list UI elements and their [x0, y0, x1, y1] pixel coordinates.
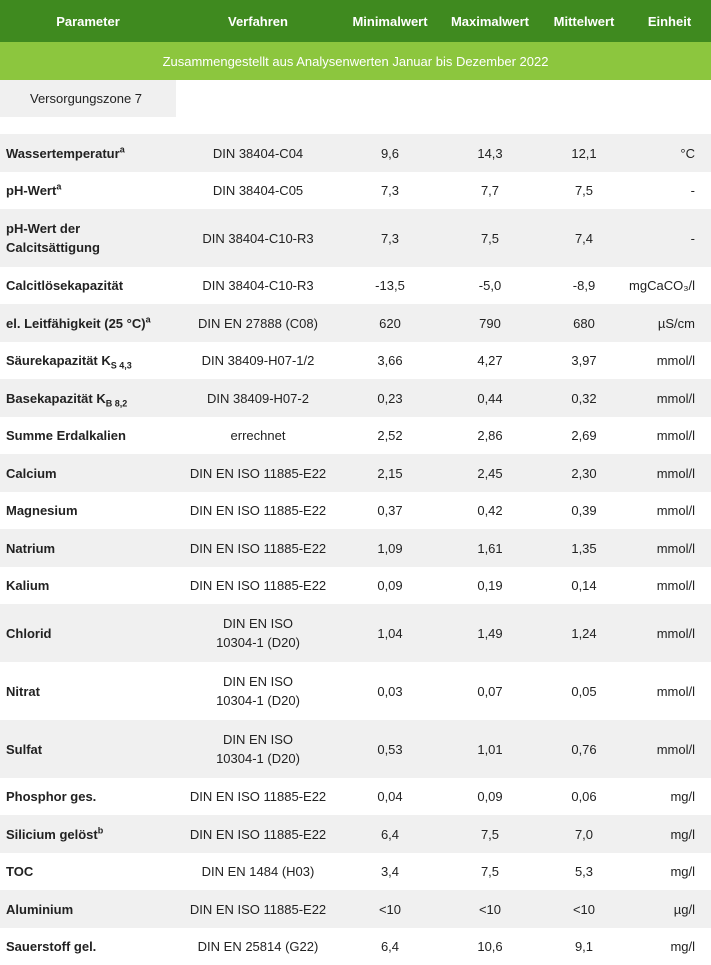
cell-minimalwert: <10 [378, 901, 402, 917]
parameter-text: Silicium gelöst [6, 826, 98, 842]
cell-maximalwert: 7,5 [480, 826, 500, 842]
cell-maximalwert: 0,07 [477, 683, 503, 699]
table-row [0, 172, 711, 209]
cell-verfahren: DIN 38404-C05 [212, 183, 304, 198]
cell-mittelwert: 680 [573, 315, 595, 331]
cell-minimalwert: 2,52 [377, 428, 403, 443]
cell-parameter [0, 937, 176, 956]
table-row [0, 720, 711, 778]
cell-einheit: mmol/l [656, 428, 695, 443]
cell-parameter [0, 825, 176, 844]
header-maximalwert: Maximalwert [450, 13, 530, 29]
cell-verfahren: DIN EN ISO 11885-E22 [189, 826, 327, 842]
cell-minimalwert: 0,53 [377, 741, 403, 757]
cell-minimalwert: 3,4 [380, 864, 400, 879]
parameter-text: Kalium [6, 578, 50, 593]
cell-maximalwert: <10 [478, 901, 502, 917]
table-row [0, 890, 711, 928]
table-row [0, 267, 711, 304]
cell-maximalwert: 2,86 [477, 428, 503, 443]
header-parameter: Parameter [56, 13, 120, 29]
cell-verfahren: DIN 38404-C04 [212, 145, 304, 161]
cell-minimalwert: 620 [379, 315, 401, 331]
parameter-text: Summe Erdalkalien [6, 428, 126, 443]
table-row [0, 529, 711, 567]
table-subheader: Zusammengestellt aus Analysenwerten Januar bis Dezember 2022 [0, 42, 711, 80]
cell-mittelwert: 0,06 [571, 789, 597, 804]
cell-minimalwert: 0,03 [377, 683, 403, 699]
cell-parameter [0, 900, 176, 919]
cell-minimalwert: 7,3 [380, 230, 400, 246]
parameter-footnote: a [119, 144, 125, 155]
cell-einheit: mmol/l [656, 578, 695, 593]
cell-verfahren: DIN 38404-C10-R3 [202, 278, 314, 293]
cell-maximalwert: 7,7 [480, 183, 500, 198]
cell-mittelwert: 3,97 [571, 353, 597, 368]
parameter-text: Aluminium [6, 901, 74, 917]
table-row [0, 815, 711, 853]
cell-verfahren: DIN EN 1484 (H03) [201, 864, 315, 879]
cell-parameter [0, 351, 176, 370]
cell-parameter [0, 682, 176, 701]
cell-parameter [0, 426, 176, 445]
cell-maximalwert: 0,42 [477, 503, 503, 518]
cell-parameter [0, 862, 176, 881]
cell-parameter [0, 464, 176, 483]
cell-minimalwert: 6,4 [380, 939, 400, 954]
parameter-text: el. Leitfähigkeit (25 °C) [6, 315, 146, 331]
cell-minimalwert: 7,3 [380, 183, 400, 198]
cell-mittelwert: 7,5 [574, 183, 594, 198]
cell-maximalwert: 2,45 [477, 465, 503, 481]
cell-verfahren: DIN EN ISO 11885-E22 [189, 578, 327, 593]
cell-maximalwert: -5,0 [478, 278, 502, 293]
cell-minimalwert: 3,66 [377, 353, 403, 368]
cell-minimalwert: 0,09 [377, 578, 403, 593]
cell-verfahren: DIN EN ISO 11885-E22 [189, 503, 327, 518]
cell-mittelwert: 7,0 [574, 826, 594, 842]
cell-parameter [0, 501, 176, 520]
parameter-text: Magnesium [6, 503, 78, 518]
cell-mittelwert: <10 [572, 901, 596, 917]
cell-verfahren: errechnet [230, 428, 286, 443]
cell-mittelwert: 0,32 [571, 390, 597, 406]
cell-parameter [0, 539, 176, 558]
cell-verfahren: DIN EN ISO 10304-1 (D20) [216, 674, 300, 708]
cell-minimalwert: -13,5 [375, 278, 405, 293]
cell-minimalwert: 1,04 [377, 625, 403, 641]
parameter-text: Nitrat [6, 683, 40, 699]
zone-label: Versorgungszone 7 [0, 80, 176, 117]
parameter-footnote: a [145, 314, 151, 325]
table-header [0, 0, 711, 42]
parameter-text: Sulfat [6, 741, 43, 757]
parameter-footnote: b [97, 825, 104, 836]
table-row [0, 209, 711, 267]
table-row [0, 778, 711, 815]
cell-verfahren: DIN EN 27888 (C08) [198, 315, 318, 331]
cell-einheit: mg/l [670, 939, 695, 954]
parameter-text: pH-Wert [6, 183, 57, 198]
cell-maximalwert: 7,5 [480, 230, 500, 246]
table-row [0, 662, 711, 720]
cell-einheit: mmol/l [656, 465, 695, 481]
cell-maximalwert: 4,27 [477, 353, 503, 368]
cell-mittelwert: 1,35 [571, 540, 597, 556]
cell-mittelwert: 12,1 [571, 145, 597, 161]
cell-mittelwert: 9,1 [574, 939, 594, 954]
parameter-text: Säurekapazität K [6, 353, 111, 368]
table-row [0, 492, 711, 529]
cell-verfahren: DIN 38409-H07-1/2 [201, 353, 315, 368]
cell-einheit: µg/l [673, 901, 695, 917]
cell-parameter [0, 144, 176, 163]
header-mittelwert: Mittelwert [553, 13, 615, 29]
cell-mittelwert: 5,3 [574, 864, 594, 879]
cell-mittelwert: 7,4 [574, 230, 594, 246]
parameter-text: Basekapazität K [6, 390, 106, 406]
cell-maximalwert: 0,09 [477, 789, 503, 804]
table-row [0, 454, 711, 492]
table-row [0, 853, 711, 890]
table-row [0, 928, 711, 965]
cell-einheit: µS/cm [657, 315, 695, 331]
table-row [0, 342, 711, 379]
cell-maximalwert: 14,3 [477, 145, 503, 161]
parameter-text: Natrium [6, 540, 56, 556]
cell-verfahren: DIN EN ISO 11885-E22 [189, 465, 327, 481]
header-verfahren: Verfahren [228, 13, 288, 29]
cell-parameter [0, 787, 176, 806]
cell-mittelwert: 0,39 [571, 503, 597, 518]
zone-row [0, 80, 711, 117]
parameter-text: Calcium [6, 465, 57, 481]
cell-einheit: mg/l [670, 864, 695, 879]
cell-maximalwert: 0,19 [477, 578, 503, 593]
cell-einheit: mg/l [670, 826, 695, 842]
parameter-text: Wassertemperatur [6, 145, 120, 161]
cell-parameter [0, 624, 176, 643]
table-row [0, 379, 711, 417]
cell-verfahren: DIN EN ISO 11885-E22 [189, 901, 327, 917]
cell-einheit: mmol/l [656, 625, 695, 641]
parameter-text: Phosphor ges. [6, 789, 97, 804]
cell-maximalwert: 1,61 [477, 540, 503, 556]
cell-mittelwert: 1,24 [571, 625, 597, 641]
spacer [0, 117, 711, 134]
cell-einheit: mmol/l [656, 540, 695, 556]
cell-parameter [0, 276, 176, 295]
parameter-text: TOC [6, 864, 34, 879]
cell-mittelwert: 0,76 [571, 741, 597, 757]
cell-einheit: - [690, 230, 695, 246]
cell-parameter [0, 576, 176, 595]
table-body [0, 134, 711, 965]
parameter-text: Calcitlösekapazität [6, 278, 124, 293]
header-einheit: Einheit [647, 13, 692, 29]
cell-mittelwert: 0,05 [571, 683, 597, 699]
cell-mittelwert: -8,9 [572, 278, 596, 293]
table-row [0, 134, 711, 172]
cell-verfahren: DIN EN 25814 (G22) [197, 939, 319, 954]
cell-minimalwert: 9,6 [380, 145, 400, 161]
parameter-subscript: B 8,2 [105, 398, 128, 409]
parameter-text: Chlorid [6, 625, 52, 641]
cell-einheit: mmol/l [656, 683, 695, 699]
cell-parameter [0, 219, 176, 257]
table-row [0, 417, 711, 454]
cell-verfahren: DIN EN ISO 11885-E22 [189, 540, 327, 556]
table-row [0, 304, 711, 342]
cell-maximalwert: 1,01 [477, 741, 503, 757]
cell-mittelwert: 2,69 [571, 428, 597, 443]
cell-maximalwert: 10,6 [477, 939, 503, 954]
cell-parameter [0, 389, 176, 408]
table-row [0, 604, 711, 662]
cell-minimalwert: 0,04 [377, 789, 403, 804]
cell-einheit: mgCaCO₃/l [629, 278, 695, 293]
cell-minimalwert: 0,37 [377, 503, 403, 518]
table-row [0, 567, 711, 604]
cell-mittelwert: 0,14 [571, 578, 597, 593]
cell-minimalwert: 0,23 [377, 390, 403, 406]
cell-verfahren: DIN EN ISO 10304-1 (D20) [216, 616, 300, 650]
header-minimalwert: Minimalwert [352, 13, 428, 29]
cell-verfahren: DIN EN ISO 10304-1 (D20) [216, 732, 300, 766]
cell-einheit: mmol/l [656, 503, 695, 518]
cell-minimalwert: 2,15 [377, 465, 403, 481]
cell-einheit: mmol/l [656, 741, 695, 757]
cell-maximalwert: 1,49 [477, 625, 503, 641]
cell-einheit: °C [680, 145, 695, 161]
cell-mittelwert: 2,30 [571, 465, 597, 481]
cell-minimalwert: 6,4 [380, 826, 400, 842]
cell-einheit: mmol/l [656, 390, 695, 406]
cell-maximalwert: 7,5 [480, 864, 500, 879]
cell-verfahren: DIN 38409-H07-2 [207, 390, 309, 406]
cell-maximalwert: 0,44 [477, 390, 503, 406]
parameter-text: pH-Wert der Calcitsättigung [6, 221, 100, 255]
cell-verfahren: DIN 38404-C10-R3 [202, 230, 314, 246]
cell-parameter [0, 181, 176, 200]
parameter-text: Sauerstoff gel. [6, 939, 97, 954]
parameter-subscript: S 4,3 [110, 360, 132, 371]
cell-verfahren: DIN EN ISO 11885-E22 [189, 789, 327, 804]
cell-einheit: mg/l [670, 789, 695, 804]
cell-maximalwert: 790 [479, 315, 501, 331]
cell-parameter [0, 314, 176, 333]
parameter-footnote: a [56, 181, 62, 192]
cell-minimalwert: 1,09 [377, 540, 403, 556]
cell-einheit: mmol/l [656, 353, 695, 368]
cell-parameter [0, 740, 176, 759]
cell-einheit: - [690, 183, 695, 198]
